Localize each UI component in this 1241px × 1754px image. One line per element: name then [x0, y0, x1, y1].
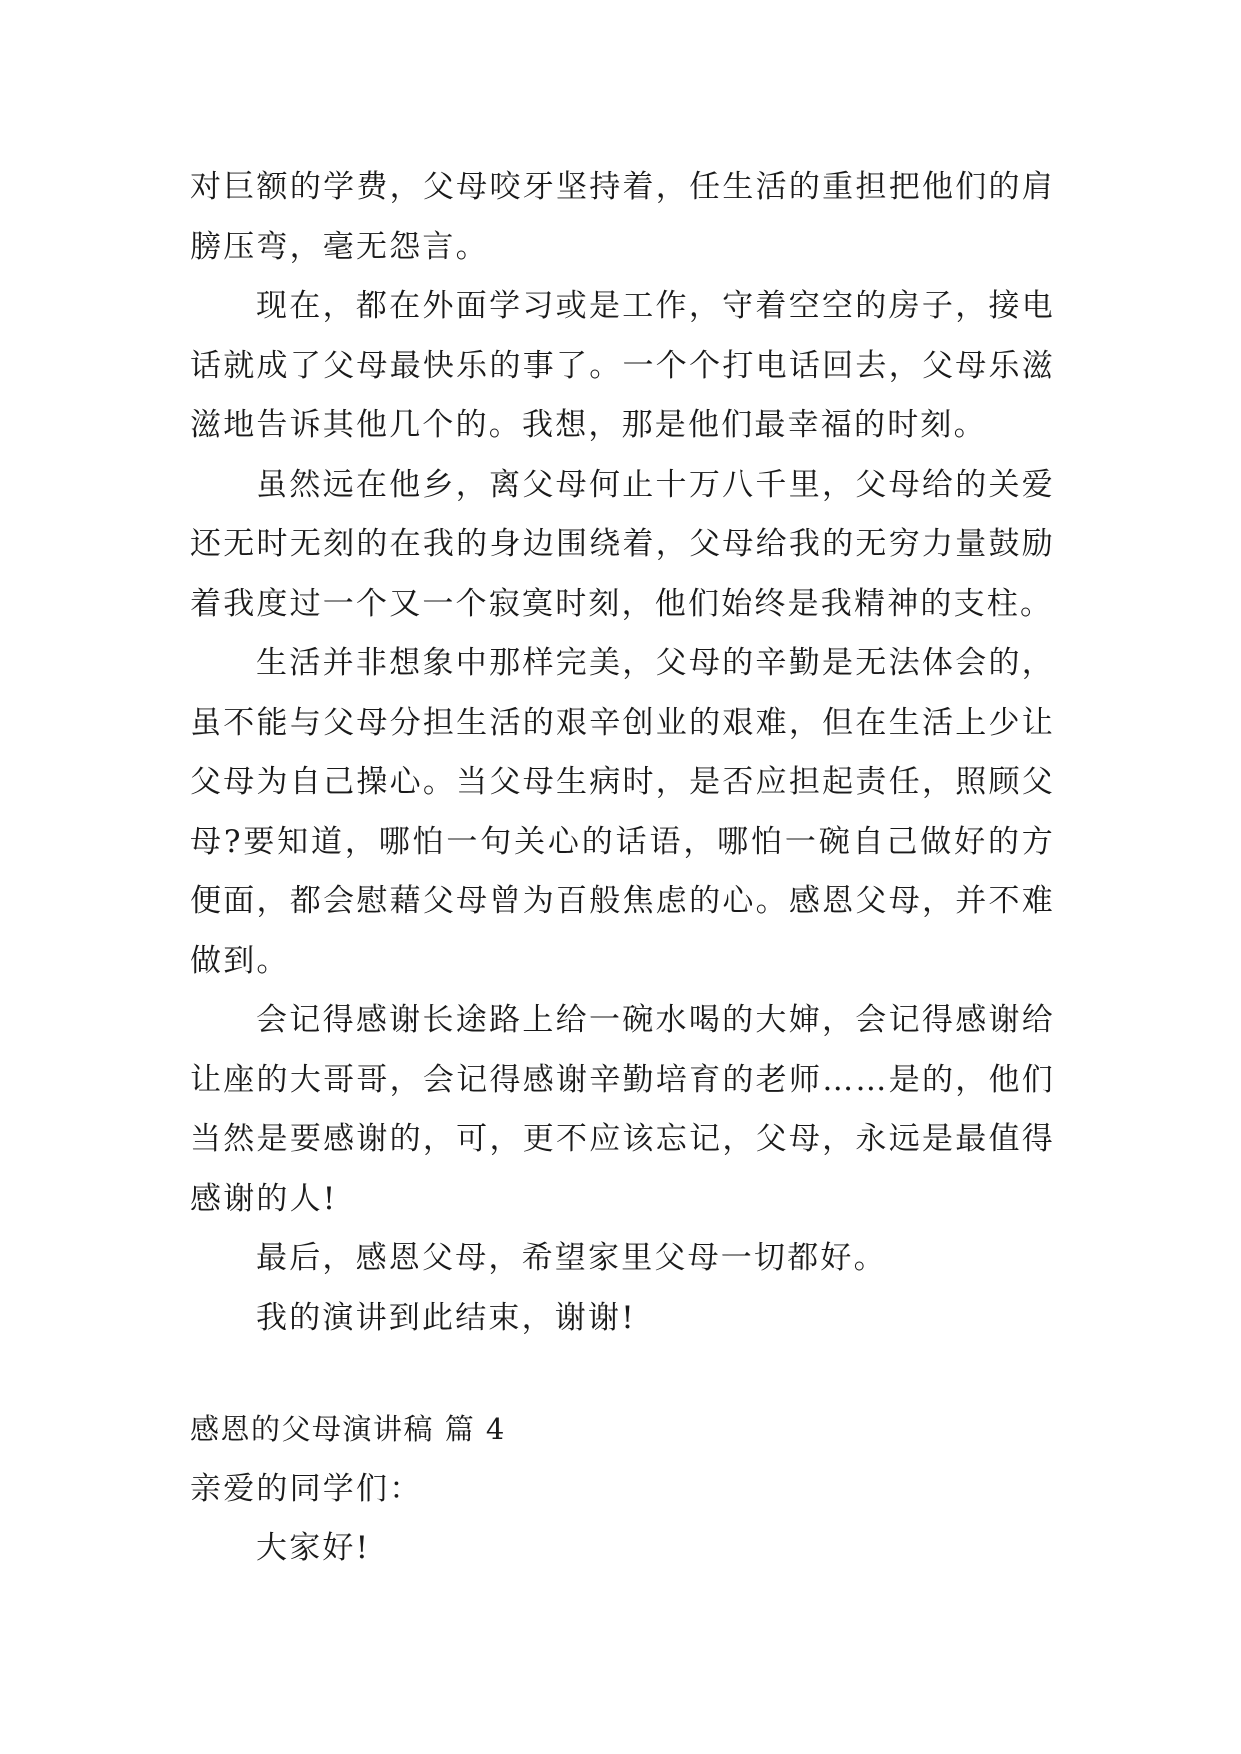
paragraph-2: 现在，都在外面学习或是工作，守着空空的房子，接电话就成了父母最快乐的事了。一个个打电话回去，父母乐滋滋地告诉其他几个的。我想，那是他们最幸福的时刻。	[190, 288, 1055, 443]
paragraph-6: 最后，感恩父母，希望家里父母一切都好。	[256, 1240, 887, 1276]
greeting: 大家好!	[256, 1530, 371, 1566]
paragraph-7: 我的演讲到此结束，谢谢!	[256, 1299, 636, 1336]
paragraph-1: 对巨额的学费，父母咬牙坚持着，任生活的重担把他们的肩膀压弯，毫无怨言。	[190, 169, 1055, 265]
paragraph-5: 会记得感谢长途路上给一碗水喝的大婶，会记得感谢给让座的大哥哥，会记得感谢辛勤培育的老师……是的，他们当然是要感谢的，可，更不应该忘记，父母，永远是最值得感谢的人!	[190, 1002, 1055, 1217]
section-title: 感恩的父母演讲稿 篇 4	[190, 1412, 506, 1446]
salutation: 亲爱的同学们：	[190, 1470, 423, 1507]
document-page	[190, 158, 1055, 1579]
paragraph-4: 生活并非想象中那样完美，父母的辛勤是无法体会的，虽不能与父母分担生活的艰辛创业的艰难，但在生活上少让父母为自己操心。当父母生病时，是否应担起责任，照顾父母?要知道，哪怕一句关心的话语，哪怕一碗自己做好的方便面，都会慰藉父母曾为百般焦虑的心。感恩父母，并不难做到。	[190, 645, 1055, 979]
section-spacer	[190, 1348, 1055, 1400]
paragraph-3: 虽然远在他乡，离父母何止十万八千里，父母给的关爱还无时无刻的在我的身边围绕着，父母给我的无穷力量鼓励着我度过一个又一个寂寞时刻，他们始终是我精神的支柱。	[190, 466, 1055, 622]
